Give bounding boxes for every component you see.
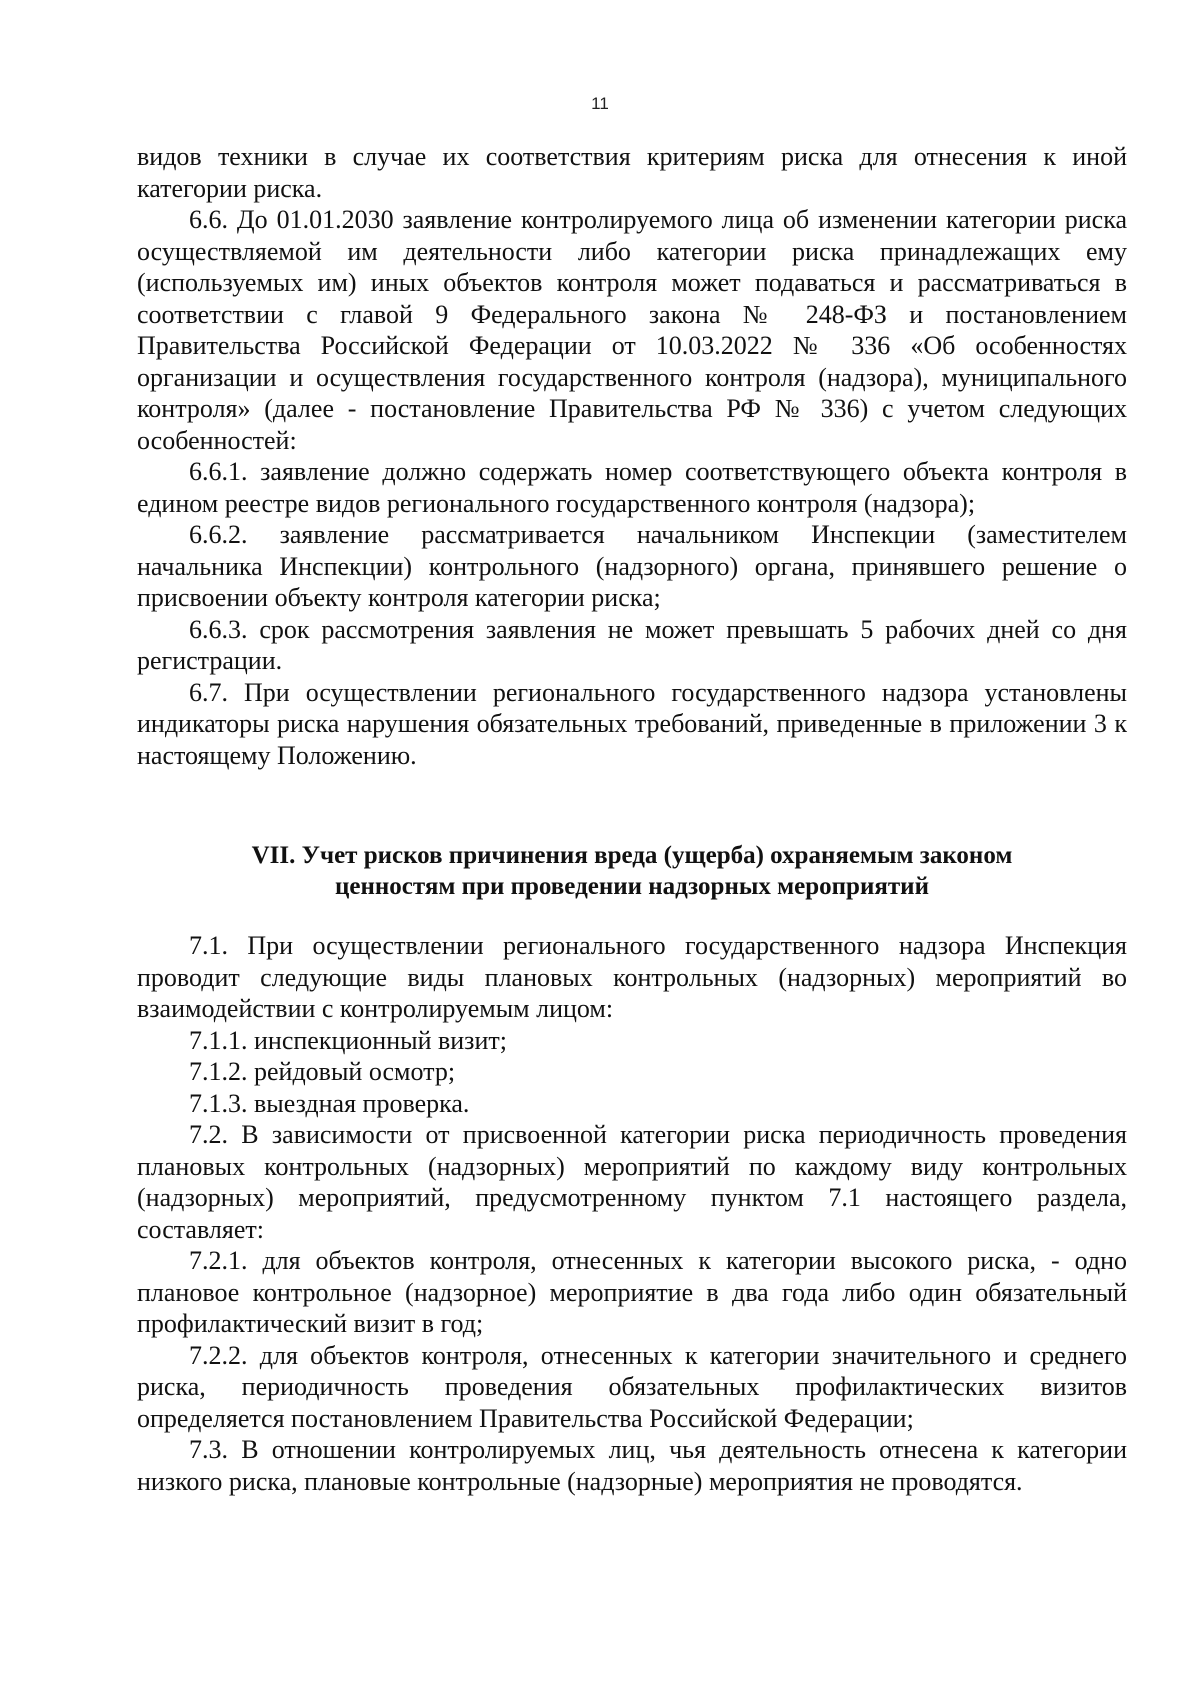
paragraph-7-2-1: 7.2.1. для объектов контроля, отнесенных к категории высокого риска, - одно плановое контрольное (надзорное) мероприятие в два года либо один обязательный профилактический визит в год; xyxy=(137,1246,1127,1338)
paragraph-7-1-2: 7.1.2. рейдовый осмотр; xyxy=(189,1057,456,1086)
paragraph-6-7: 6.7. При осуществлении регионального государственного надзора установлены индикаторы риска нарушения обязательных требований, приведенные в приложении 3 к настоящему Положению. xyxy=(137,677,1127,770)
paragraph-6-6-2: 6.6.2. заявление рассматривается начальником Инспекции (заместителем начальника Инспекции) контрольного (надзорного) органа, принявшего решение о присвоении объекту контроля категории риска; xyxy=(137,520,1127,612)
paragraph-7-3: 7.3. В отношении контролируемых лиц, чья деятельность отнесена к категории низкого риска, плановые контрольные (надзорные) мероприятия не проводятся. xyxy=(137,1435,1127,1496)
section-6-text xyxy=(137,141,1127,771)
section-heading xyxy=(137,840,1127,902)
paragraph-continuation: видов техники в случае их соответствия критериям риска для отнесения к иной категории риска. xyxy=(137,142,1127,203)
section-7-text xyxy=(137,930,1127,1497)
paragraph-7-2-2: 7.2.2. для объектов контроля, отнесенных к категории значительного и среднего риска, периодичность проведения обязательных профилактических визитов определяется постановлением Правительства Российской Федерации; xyxy=(137,1340,1127,1433)
paragraph-6-6-3: 6.6.3. срок рассмотрения заявления не может превышать 5 рабочих дней со дня регистрации. xyxy=(137,614,1127,675)
paragraph-7-1-3: 7.1.3. выездная проверка. xyxy=(189,1088,470,1118)
paragraph-7-1: 7.1. При осуществлении регионального государственного надзора Инспекция проводит следующие виды плановых контрольных (надзорных) мероприятий во взаимодействии с контролируемым лицом: xyxy=(137,931,1127,1023)
page-number: 11 xyxy=(591,94,609,113)
section-heading-line-1: VII. Учет рисков причинения вреда (ущерба) охраняемым законом xyxy=(251,842,1013,869)
paragraph-7-2: 7.2. В зависимости от присвоенной категории риска периодичность проведения плановых контрольных (надзорных) мероприятий по каждому виду контрольных (надзорных) мероприятий, предусмотренному пунктом 7.1 настоящего раздела, составляет: xyxy=(137,1120,1127,1244)
paragraph-7-1-1: 7.1.1. инспекционный визит; xyxy=(189,1025,507,1055)
paragraph-6-6: 6.6. До 01.01.2030 заявление контролируемого лица об изменении категории риска осуществляемой им деятельности либо категории риска принадлежащих ему (используемых им) иных объектов контроля может подаваться и рассматриваться в соответствии с главой 9 Федерального закона № 248-ФЗ и постановлением Правительства Российской Федерации от 10.03.2022 № 336 «Об особенностях организации и осуществления государственного контроля (надзора), муниципального контроля» (далее - постановление Правительства РФ № 336) с учетом следующих особенностей: xyxy=(137,205,1127,455)
paragraph-6-6-1: 6.6.1. заявление должно содержать номер соответствующего объекта контроля в едином реестре видов регионального государственного контроля (надзора); xyxy=(137,457,1127,518)
section-heading-line-2: ценностям при проведении надзорных мероприятий xyxy=(335,873,929,900)
